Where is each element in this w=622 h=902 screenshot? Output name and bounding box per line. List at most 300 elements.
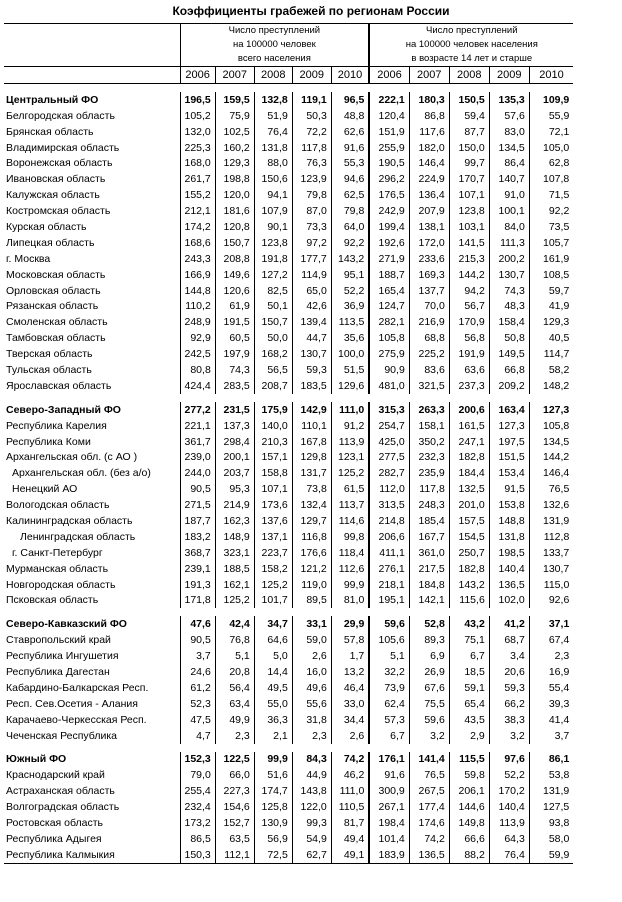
value-cell: 80,8 [180, 362, 215, 378]
value-cell: 157,5 [449, 513, 489, 529]
value-cell: 235,9 [409, 465, 449, 481]
value-cell: 81,7 [331, 815, 369, 831]
value-cell: 59,3 [292, 362, 331, 378]
year-header: 2009 [292, 67, 331, 84]
value-cell: 149,6 [215, 267, 254, 283]
value-cell: 144,8 [180, 283, 215, 299]
value-cell: 148,8 [489, 513, 529, 529]
value-cell: 138,1 [409, 219, 449, 235]
value-cell: 182,8 [449, 561, 489, 577]
region-name: Липецкая область [6, 236, 95, 249]
year-header: 2006 [180, 67, 215, 84]
value-cell: 296,2 [369, 171, 409, 187]
value-cell: 174,6 [409, 815, 449, 831]
region-name: Центральный ФО [6, 93, 99, 106]
value-cell: 176,6 [292, 545, 331, 561]
value-cell: 135,3 [489, 92, 529, 108]
value-cell: 99,3 [292, 815, 331, 831]
value-cell: 149,8 [449, 815, 489, 831]
value-cell: 141,5 [449, 235, 489, 251]
value-cell: 137,6 [254, 513, 292, 529]
value-cell: 148,2 [529, 378, 573, 394]
value-cell: 142,9 [292, 402, 331, 418]
value-cell: 117,8 [409, 481, 449, 497]
value-cell: 254,7 [369, 418, 409, 434]
value-cell: 57,3 [369, 712, 409, 728]
region-row [4, 346, 573, 362]
value-cell: 191,8 [254, 251, 292, 267]
value-cell: 217,5 [409, 561, 449, 577]
value-cell: 244,0 [180, 465, 215, 481]
value-cell: 191,3 [180, 577, 215, 593]
value-cell: 2,6 [292, 648, 331, 664]
section-spacer [4, 83, 573, 92]
value-cell: 79,0 [180, 767, 215, 783]
value-cell: 191,9 [449, 346, 489, 362]
value-cell: 130,9 [254, 815, 292, 831]
value-cell: 87,7 [449, 124, 489, 140]
value-cell: 181,6 [215, 203, 254, 219]
value-cell: 71,5 [529, 187, 573, 203]
value-cell: 277,2 [180, 402, 215, 418]
value-cell: 94,6 [331, 171, 369, 187]
value-cell: 123,1 [331, 449, 369, 465]
value-cell: 119,1 [292, 92, 331, 108]
value-cell: 176,5 [369, 187, 409, 203]
region-name: Псковская область [6, 594, 99, 607]
value-cell: 14,4 [254, 664, 292, 680]
value-cell: 84,0 [489, 219, 529, 235]
value-cell: 91,0 [489, 187, 529, 203]
value-cell: 203,7 [215, 465, 254, 481]
value-cell: 59,8 [449, 767, 489, 783]
region-name: Смоленская область [6, 316, 108, 329]
value-cell: 116,8 [292, 529, 331, 545]
value-cell: 424,4 [180, 378, 215, 394]
value-cell: 248,3 [409, 497, 449, 513]
value-cell: 218,1 [369, 577, 409, 593]
value-cell: 103,1 [449, 219, 489, 235]
region-row [4, 728, 573, 744]
region-name: Северо-Кавказский ФО [6, 618, 127, 631]
value-cell: 111,0 [331, 402, 369, 418]
value-cell: 62,5 [331, 187, 369, 203]
value-cell: 130,7 [529, 561, 573, 577]
value-cell: 76,4 [489, 847, 529, 863]
region-row [4, 561, 573, 577]
value-cell: 198,5 [489, 545, 529, 561]
region-name: Вологодская область [6, 499, 110, 512]
region-name: Республика Калмыкия [6, 848, 115, 861]
value-cell: 92,9 [180, 330, 215, 346]
value-cell: 131,8 [254, 140, 292, 156]
value-cell: 88,0 [254, 155, 292, 171]
region-name: Чеченская Республика [6, 729, 117, 742]
value-cell: 52,8 [409, 616, 449, 632]
value-cell: 200,1 [215, 449, 254, 465]
value-cell: 48,8 [331, 108, 369, 124]
value-cell: 41,2 [489, 616, 529, 632]
value-cell: 100,1 [489, 203, 529, 219]
value-cell: 57,8 [331, 632, 369, 648]
value-cell: 113,9 [489, 815, 529, 831]
value-cell: 133,7 [529, 545, 573, 561]
header-line: всего населения [237, 53, 311, 64]
region-row [4, 155, 573, 171]
region-row [4, 577, 573, 593]
value-cell: 162,1 [215, 577, 254, 593]
value-cell: 105,2 [180, 108, 215, 124]
value-cell: 74,2 [331, 752, 369, 768]
value-cell: 44,9 [292, 767, 331, 783]
region-row [4, 712, 573, 728]
value-cell: 47,6 [180, 616, 215, 632]
value-cell: 132,4 [292, 497, 331, 513]
value-cell: 50,1 [254, 298, 292, 314]
value-cell: 58,0 [529, 831, 573, 847]
value-cell: 255,9 [369, 140, 409, 156]
region-name: Краснодарский край [6, 769, 105, 782]
value-cell: 113,9 [331, 434, 369, 450]
value-cell: 481,0 [369, 378, 409, 394]
value-cell: 123,8 [449, 203, 489, 219]
value-cell: 54,9 [292, 831, 331, 847]
value-cell: 56,5 [254, 362, 292, 378]
value-cell: 277,5 [369, 449, 409, 465]
robbery-rates-table [4, 23, 573, 864]
value-cell: 192,6 [369, 235, 409, 251]
value-cell: 132,8 [254, 92, 292, 108]
value-cell: 73,5 [529, 219, 573, 235]
value-cell: 92,6 [529, 593, 573, 609]
value-cell: 154,5 [449, 529, 489, 545]
value-cell: 215,3 [449, 251, 489, 267]
region-name: Калининградская область [6, 514, 133, 527]
value-cell: 114,9 [292, 267, 331, 283]
value-cell: 143,2 [331, 251, 369, 267]
value-cell: 368,7 [180, 545, 215, 561]
value-cell: 68,8 [409, 330, 449, 346]
value-cell: 172,0 [409, 235, 449, 251]
region-name: Тверская область [6, 348, 93, 361]
value-cell: 182,8 [449, 449, 489, 465]
value-cell: 131,8 [489, 529, 529, 545]
value-cell: 129,6 [331, 378, 369, 394]
value-cell: 151,9 [369, 124, 409, 140]
value-cell: 43,5 [449, 712, 489, 728]
value-cell: 170,2 [489, 783, 529, 799]
value-cell: 56,9 [254, 831, 292, 847]
value-cell: 148,9 [215, 529, 254, 545]
region-name: Ставропольский край [6, 634, 111, 647]
value-cell: 129,7 [292, 513, 331, 529]
value-cell: 83,0 [489, 124, 529, 140]
value-cell: 59,6 [409, 712, 449, 728]
region-row [4, 497, 573, 513]
value-cell: 63,5 [215, 831, 254, 847]
value-cell: 24,6 [180, 664, 215, 680]
value-cell: 120,4 [369, 108, 409, 124]
value-cell: 76,5 [529, 481, 573, 497]
value-cell: 72,5 [254, 847, 292, 863]
value-cell: 59,9 [529, 847, 573, 863]
value-cell: 165,4 [369, 283, 409, 299]
value-cell: 225,2 [409, 346, 449, 362]
value-cell: 184,8 [409, 577, 449, 593]
value-cell: 40,5 [529, 330, 573, 346]
region-name: Республика Ингушетия [6, 650, 119, 663]
value-cell: 55,9 [529, 108, 573, 124]
value-cell: 87,0 [292, 203, 331, 219]
value-cell: 76,4 [254, 124, 292, 140]
value-cell: 107,8 [529, 171, 573, 187]
value-cell: 34,4 [331, 712, 369, 728]
region-row [4, 831, 573, 847]
value-cell: 225,3 [180, 140, 215, 156]
value-cell: 222,1 [369, 92, 409, 108]
value-cell: 127,3 [529, 402, 573, 418]
region-row [4, 465, 573, 481]
value-cell: 61,5 [331, 481, 369, 497]
value-cell: 184,4 [449, 465, 489, 481]
value-cell: 92,2 [529, 203, 573, 219]
region-name: Костромская область [6, 205, 111, 218]
value-cell: 153,8 [489, 497, 529, 513]
value-cell: 113,5 [331, 314, 369, 330]
region-row [4, 267, 573, 283]
value-cell: 132,6 [529, 497, 573, 513]
region-row [4, 783, 573, 799]
value-cell: 271,9 [369, 251, 409, 267]
value-cell: 136,4 [409, 187, 449, 203]
value-cell: 79,8 [292, 187, 331, 203]
region-row [4, 434, 573, 450]
value-cell: 86,4 [489, 155, 529, 171]
value-cell: 47,5 [180, 712, 215, 728]
value-cell: 62,7 [292, 847, 331, 863]
value-cell: 206,6 [369, 529, 409, 545]
region-name: Архангельская обл. (без а/о) [12, 467, 151, 480]
value-cell: 64,3 [489, 831, 529, 847]
value-cell: 140,0 [254, 418, 292, 434]
value-cell: 131,9 [529, 783, 573, 799]
value-cell: 53,8 [529, 767, 573, 783]
value-cell: 160,2 [215, 140, 254, 156]
year-header: 2009 [489, 67, 529, 84]
header-line: на 100000 человек населения [405, 39, 538, 50]
value-cell: 61,2 [180, 680, 215, 696]
value-cell: 207,9 [409, 203, 449, 219]
value-cell: 313,5 [369, 497, 409, 513]
header-empty-cell [4, 67, 180, 84]
value-cell: 224,9 [409, 171, 449, 187]
value-cell: 233,6 [409, 251, 449, 267]
value-cell: 73,8 [292, 481, 331, 497]
value-cell: 361,0 [409, 545, 449, 561]
value-cell: 105,7 [529, 235, 573, 251]
value-cell: 91,6 [369, 767, 409, 783]
value-cell: 64,0 [331, 219, 369, 235]
value-cell: 125,2 [215, 593, 254, 609]
value-cell: 91,5 [489, 481, 529, 497]
value-cell: 136,5 [409, 847, 449, 863]
value-cell: 66,0 [215, 767, 254, 783]
value-cell: 38,3 [489, 712, 529, 728]
region-row [4, 767, 573, 783]
district-row [4, 752, 573, 768]
year-header: 2007 [409, 67, 449, 84]
value-cell: 214,8 [369, 513, 409, 529]
value-cell: 185,4 [409, 513, 449, 529]
value-cell: 182,0 [409, 140, 449, 156]
value-cell: 75,1 [449, 632, 489, 648]
header-line: Число преступлений [228, 25, 321, 36]
value-cell: 34,7 [254, 616, 292, 632]
value-cell: 33,1 [292, 616, 331, 632]
value-cell: 122,0 [292, 799, 331, 815]
value-cell: 176,1 [369, 752, 409, 768]
region-name: Ивановская область [6, 173, 106, 186]
region-row [4, 799, 573, 815]
value-cell: 121,2 [292, 561, 331, 577]
value-cell: 99,9 [331, 577, 369, 593]
value-cell: 141,4 [409, 752, 449, 768]
value-cell: 63,6 [449, 362, 489, 378]
value-cell: 227,3 [215, 783, 254, 799]
year-header: 2006 [369, 67, 409, 84]
value-cell: 32,2 [369, 664, 409, 680]
region-row [4, 632, 573, 648]
value-cell: 37,1 [529, 616, 573, 632]
value-cell: 117,8 [292, 140, 331, 156]
value-cell: 239,1 [180, 561, 215, 577]
value-cell: 75,9 [215, 108, 254, 124]
value-cell: 168,6 [180, 235, 215, 251]
value-cell: 90,9 [369, 362, 409, 378]
value-cell: 93,8 [529, 815, 573, 831]
value-cell: 137,7 [409, 283, 449, 299]
value-cell: 298,4 [215, 434, 254, 450]
value-cell: 350,2 [409, 434, 449, 450]
value-cell: 65,4 [449, 696, 489, 712]
value-cell: 120,0 [215, 187, 254, 203]
value-cell: 76,5 [409, 767, 449, 783]
value-cell: 105,0 [529, 140, 573, 156]
value-cell: 150,3 [180, 847, 215, 863]
value-cell: 300,9 [369, 783, 409, 799]
value-cell: 170,9 [449, 314, 489, 330]
value-cell: 89,3 [409, 632, 449, 648]
value-cell: 177,7 [292, 251, 331, 267]
value-cell: 131,9 [529, 513, 573, 529]
value-cell: 131,7 [292, 465, 331, 481]
value-cell: 101,7 [254, 593, 292, 609]
value-cell: 173,6 [254, 497, 292, 513]
value-cell: 50,8 [489, 330, 529, 346]
value-cell: 5,1 [215, 648, 254, 664]
value-cell: 150,0 [449, 140, 489, 156]
value-cell: 242,9 [369, 203, 409, 219]
value-cell: 2,9 [449, 728, 489, 744]
value-cell: 86,5 [180, 831, 215, 847]
value-cell: 136,5 [489, 577, 529, 593]
value-cell: 263,3 [409, 402, 449, 418]
value-cell: 49,9 [215, 712, 254, 728]
value-cell: 101,4 [369, 831, 409, 847]
value-cell: 169,3 [409, 267, 449, 283]
value-cell: 76,8 [215, 632, 254, 648]
value-cell: 137,3 [215, 418, 254, 434]
region-row [4, 545, 573, 561]
table-body [4, 83, 573, 863]
region-row [4, 219, 573, 235]
year-header: 2008 [254, 67, 292, 84]
region-row [4, 664, 573, 680]
value-cell: 62,4 [369, 696, 409, 712]
value-cell: 198,4 [369, 815, 409, 831]
value-cell: 282,7 [369, 465, 409, 481]
value-cell: 150,6 [254, 171, 292, 187]
value-cell: 107,1 [254, 481, 292, 497]
value-cell: 231,5 [215, 402, 254, 418]
value-cell: 127,2 [254, 267, 292, 283]
value-cell: 112,8 [529, 529, 573, 545]
region-name: Волгоградская область [6, 801, 120, 814]
region-row [4, 362, 573, 378]
value-cell: 425,0 [369, 434, 409, 450]
value-cell: 59,4 [449, 108, 489, 124]
value-cell: 52,2 [331, 283, 369, 299]
value-cell: 6,7 [449, 648, 489, 664]
region-name: Астраханская область [6, 785, 115, 798]
value-cell: 3,2 [409, 728, 449, 744]
region-row [4, 330, 573, 346]
value-cell: 74,3 [215, 362, 254, 378]
value-cell: 95,1 [331, 267, 369, 283]
value-cell: 282,1 [369, 314, 409, 330]
value-cell: 168,0 [180, 155, 215, 171]
value-cell: 115,0 [529, 577, 573, 593]
value-cell: 315,3 [369, 402, 409, 418]
region-name: Курская область [6, 220, 87, 233]
region-row [4, 529, 573, 545]
value-cell: 97,6 [489, 752, 529, 768]
value-cell: 89,5 [292, 593, 331, 609]
value-cell: 125,2 [331, 465, 369, 481]
value-cell: 66,2 [489, 696, 529, 712]
value-cell: 2,1 [254, 728, 292, 744]
value-cell: 132,0 [180, 124, 215, 140]
value-cell: 198,8 [215, 171, 254, 187]
value-cell: 112,6 [331, 561, 369, 577]
value-cell: 3,4 [489, 648, 529, 664]
value-cell: 76,3 [292, 155, 331, 171]
value-cell: 36,9 [331, 298, 369, 314]
value-cell: 115,6 [449, 593, 489, 609]
value-cell: 56,8 [449, 330, 489, 346]
region-name: Орловская область [6, 284, 101, 297]
value-cell: 150,7 [254, 314, 292, 330]
region-name: Воронежская область [6, 157, 113, 170]
region-row [4, 251, 573, 267]
value-cell: 140,4 [489, 561, 529, 577]
value-cell: 13,2 [331, 664, 369, 680]
value-cell: 72,2 [292, 124, 331, 140]
value-cell: 63,4 [215, 696, 254, 712]
value-cell: 51,6 [254, 767, 292, 783]
value-cell: 159,5 [215, 92, 254, 108]
value-cell: 108,5 [529, 267, 573, 283]
